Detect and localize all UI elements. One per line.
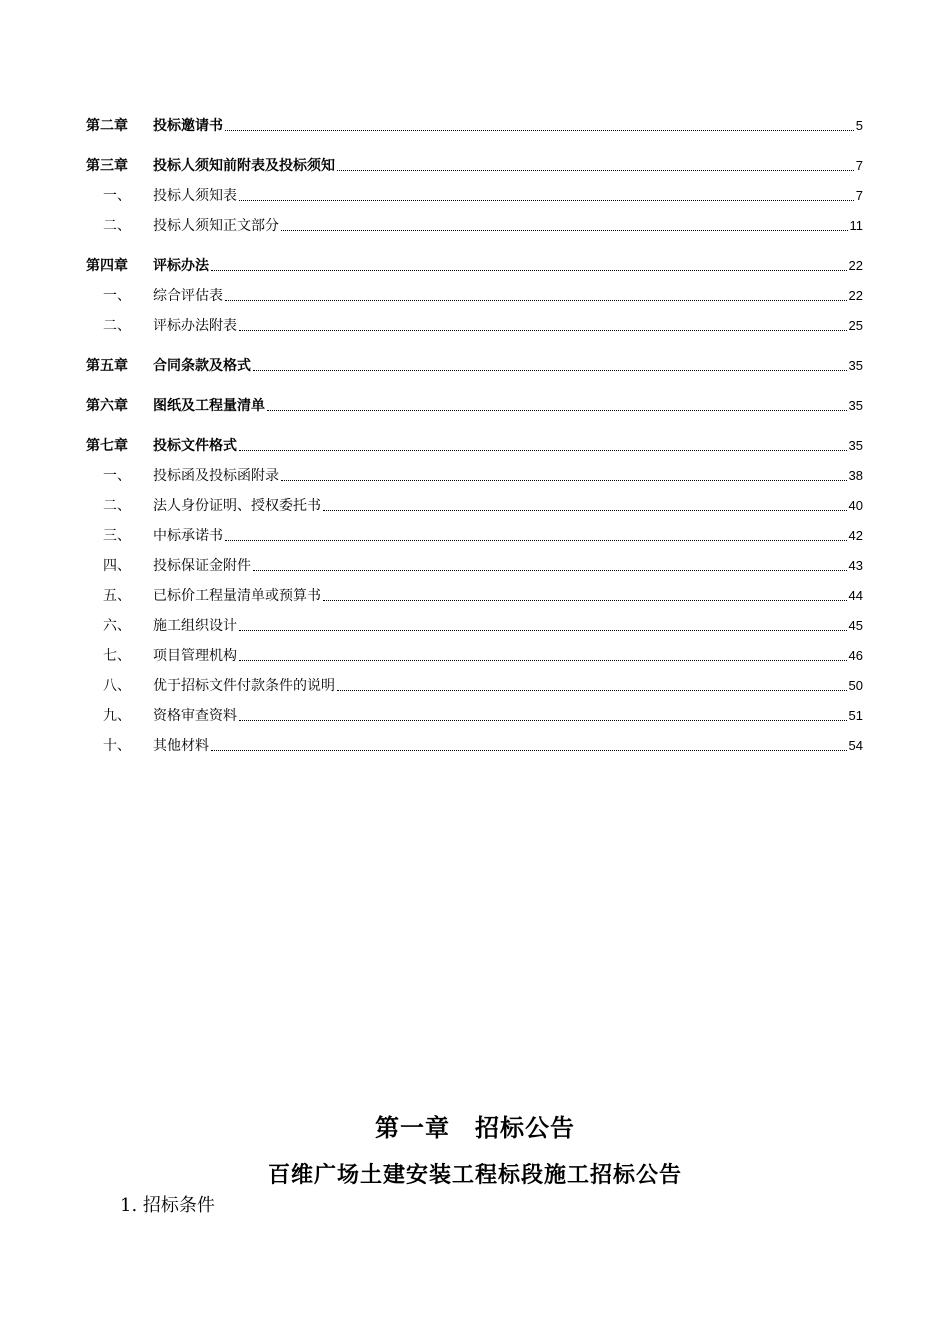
toc-entry-title: 法人身份证明、授权委托书: [153, 498, 321, 514]
toc-section-entry[interactable]: [86, 545, 863, 575]
toc-dot-leader: [267, 409, 847, 411]
toc-dot-leader: [253, 569, 847, 571]
toc-entry-title: 优于招标文件付款条件的说明: [153, 678, 335, 694]
toc-entry-number: 四、: [103, 558, 131, 574]
toc-entry-page-number: 11: [849, 218, 863, 233]
toc-entry-number: 二、: [103, 218, 131, 234]
toc-dot-leader: [323, 509, 847, 511]
toc-entry-number: 七、: [103, 648, 131, 664]
toc-entry-page-number: 5: [855, 118, 863, 133]
toc-section-entry[interactable]: [86, 275, 863, 305]
toc-entry-title: 图纸及工程量清单: [153, 398, 265, 414]
toc-chapter-entry[interactable]: [86, 335, 863, 375]
toc-entry-page-number: 45: [848, 618, 863, 633]
toc-entry-page-number: 43: [848, 558, 863, 573]
toc-dot-leader: [225, 539, 847, 541]
toc-chapter-entry[interactable]: [86, 111, 863, 135]
toc-entry-page-number: 42: [848, 528, 863, 543]
toc-entry-number: 一、: [103, 288, 131, 304]
toc-dot-leader: [239, 449, 847, 451]
toc-section-entry[interactable]: [86, 485, 863, 515]
toc-dot-leader: [225, 129, 854, 131]
toc-entry-page-number: 54: [848, 738, 863, 753]
toc-entry-title: 投标人须知表: [153, 188, 237, 204]
toc-section-entry[interactable]: [86, 175, 863, 205]
toc-entry-page-number: 38: [848, 468, 863, 483]
toc-entry-page-number: 46: [848, 648, 863, 663]
toc-entry-page-number: 7: [855, 158, 863, 173]
toc-dot-leader: [239, 659, 847, 661]
toc-entry-number: 第二章: [86, 118, 128, 134]
toc-entry-title: 项目管理机构: [153, 648, 237, 664]
toc-section-entry[interactable]: [86, 605, 863, 635]
toc-dot-leader: [323, 599, 847, 601]
toc-entry-title: 资格审查资料: [153, 708, 237, 724]
toc-dot-leader: [239, 199, 854, 201]
toc-dot-leader: [337, 169, 854, 171]
toc-entry-page-number: 51: [848, 708, 863, 723]
toc-section-entry[interactable]: [86, 455, 863, 485]
toc-entry-page-number: 22: [848, 288, 863, 303]
toc-entry-title: 投标邀请书: [153, 118, 223, 134]
chapter-heading: 第一章 招标公告: [375, 1114, 575, 1142]
toc-chapter-entry[interactable]: [86, 375, 863, 415]
toc-section-entry[interactable]: [86, 665, 863, 695]
toc-entry-page-number: 40: [848, 498, 863, 513]
toc-entry-title: 投标函及投标函附录: [153, 468, 279, 484]
toc-dot-leader: [239, 719, 847, 721]
toc-entry-title: 已标价工程量清单或预算书: [153, 588, 321, 604]
toc-entry-number: 八、: [103, 678, 131, 694]
toc-entry-number: 十、: [103, 738, 131, 754]
toc-entry-title: 投标人须知正文部分: [153, 218, 279, 234]
toc-chapter-entry[interactable]: [86, 415, 863, 455]
toc-entry-page-number: 35: [848, 398, 863, 413]
toc-section-entry[interactable]: [86, 725, 863, 755]
toc-dot-leader: [281, 479, 847, 481]
toc-entry-title: 投标人须知前附表及投标须知: [153, 158, 335, 174]
toc-section-entry[interactable]: [86, 515, 863, 545]
toc-dot-leader: [225, 299, 847, 301]
toc-entry-number: 五、: [103, 588, 131, 604]
toc-section-entry[interactable]: [86, 635, 863, 665]
toc-entry-title: 其他材料: [153, 738, 209, 754]
toc-section-entry[interactable]: [86, 205, 863, 235]
toc-dot-leader: [281, 229, 848, 231]
toc-entry-number: 第四章: [86, 258, 128, 274]
toc-entry-title: 投标文件格式: [153, 438, 237, 454]
toc-entry-title: 评标办法: [153, 258, 209, 274]
toc-chapter-entry[interactable]: [86, 135, 863, 175]
toc-entry-page-number: 25: [848, 318, 863, 333]
toc-entry-number: 第六章: [86, 398, 128, 414]
toc-entry-page-number: 35: [848, 438, 863, 453]
toc-entry-number: 九、: [103, 708, 131, 724]
toc-dot-leader: [253, 369, 847, 371]
toc-entry-number: 一、: [103, 468, 131, 484]
toc-entry-page-number: 50: [848, 678, 863, 693]
toc-entry-page-number: 22: [848, 258, 863, 273]
toc-entry-title: 中标承诺书: [153, 528, 223, 544]
toc-dot-leader: [239, 629, 847, 631]
toc-section-entry[interactable]: [86, 305, 863, 335]
toc-entry-number: 三、: [103, 528, 131, 544]
toc-entry-title: 投标保证金附件: [153, 558, 251, 574]
toc-entry-number: 二、: [103, 318, 131, 334]
toc-entry-title: 施工组织设计: [153, 618, 237, 634]
toc-section-entry[interactable]: [86, 575, 863, 605]
announcement-title: 百维广场土建安装工程标段施工招标公告: [267, 1163, 682, 1188]
toc-entry-number: 一、: [103, 188, 131, 204]
toc-entry-page-number: 44: [848, 588, 863, 603]
toc-entry-title: 评标办法附表: [153, 318, 237, 334]
toc-section-entry[interactable]: [86, 695, 863, 725]
toc-entry-title: 综合评估表: [153, 288, 223, 304]
toc-entry-number: 六、: [103, 618, 131, 634]
toc-entry-page-number: 7: [855, 188, 863, 203]
toc-entry-number: 二、: [103, 498, 131, 514]
toc-entry-number: 第五章: [86, 358, 128, 374]
section-heading: 1. 招标条件: [120, 1195, 215, 1216]
toc-dot-leader: [211, 269, 847, 271]
toc-entry-number: 第七章: [86, 438, 128, 454]
toc-entry-page-number: 35: [848, 358, 863, 373]
toc-entry-number: 第三章: [86, 158, 128, 174]
toc-entry-title: 合同条款及格式: [153, 358, 251, 374]
table-of-contents: [86, 111, 863, 755]
toc-chapter-entry[interactable]: [86, 235, 863, 275]
toc-dot-leader: [211, 749, 847, 751]
toc-dot-leader: [239, 329, 847, 331]
toc-dot-leader: [337, 689, 847, 691]
